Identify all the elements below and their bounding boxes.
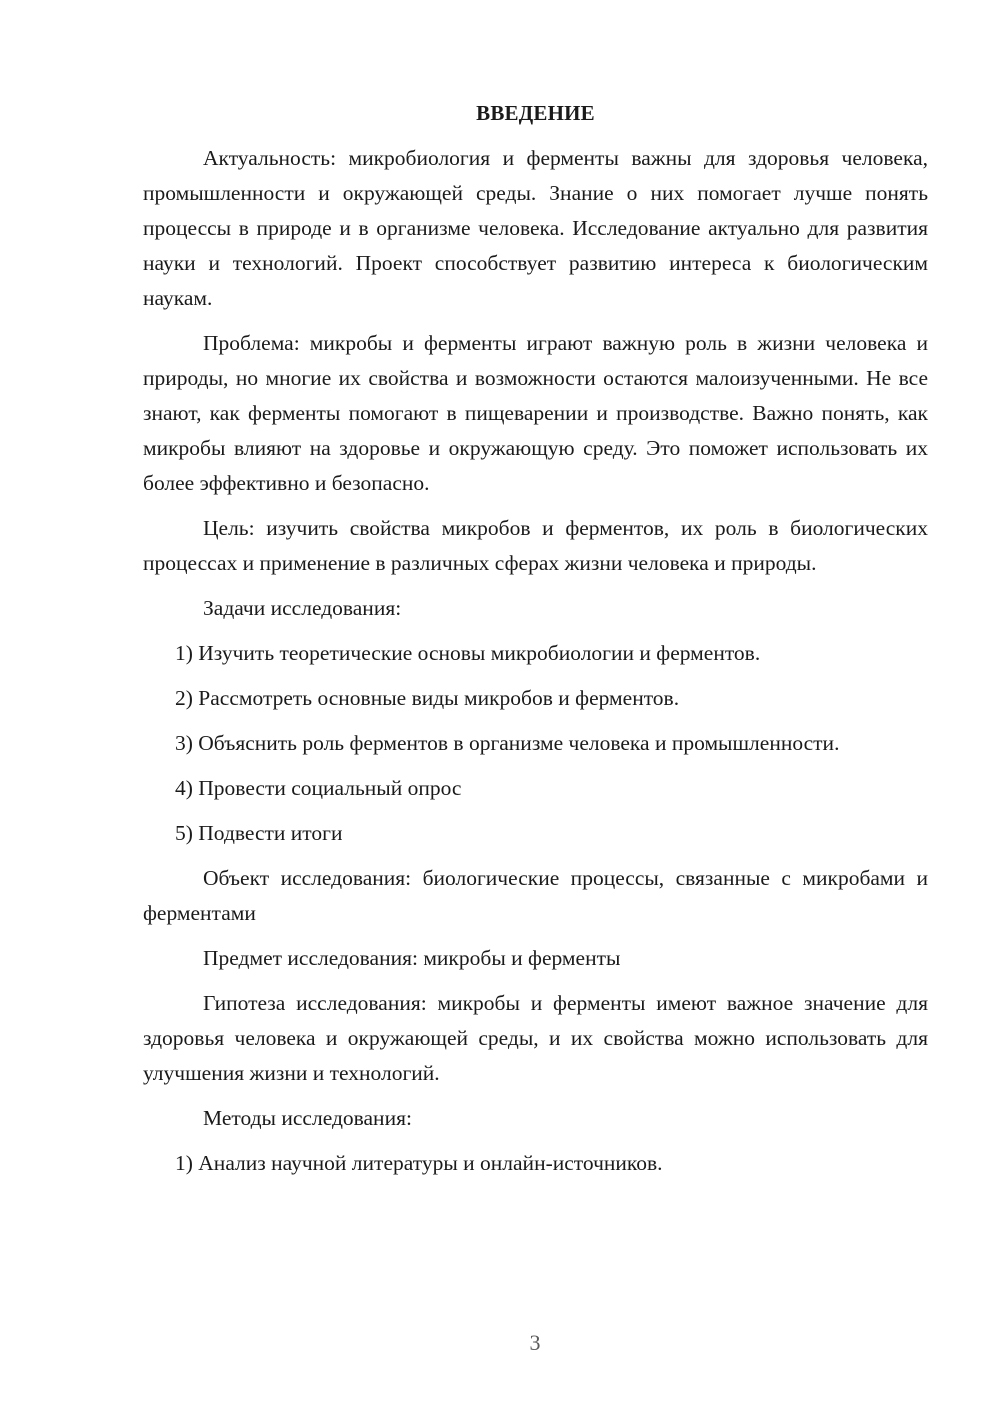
task-item: 4) Провести социальный опрос (175, 776, 462, 800)
methods-heading: Методы исследования: (203, 1106, 412, 1130)
relevance-paragraph: Актуальность: микробиология и ферменты важны для здоровья человека, промышленности и окружающей среды. Знание о них помогает лучше понять процессы в природе и в организме человека. Исследование актуально для развития науки и технологий. Проект способствует развитию интереса к биологическим наукам. (143, 146, 928, 310)
object-paragraph: Объект исследования: биологические процессы, связанные с микробами и ферментами (143, 866, 928, 925)
problem-paragraph: Проблема: микробы и ферменты играют важную роль в жизни человека и природы, но многие их свойства и возможности остаются малоизученными. Не все знают, как ферменты помогают в пищеварении и производстве. Важно понять, как микробы влияют на здоровье и окружающую среду. Это поможет использовать их более эффективно и безопасно. (143, 331, 928, 495)
method-item: 1) Анализ научной литературы и онлайн-источников. (175, 1151, 663, 1175)
task-item: 5) Подвести итоги (175, 821, 343, 845)
task-item: 2) Рассмотреть основные виды микробов и ферментов. (175, 686, 680, 710)
document-page (143, 96, 928, 1191)
hypothesis-paragraph: Гипотеза исследования: микробы и ферменты имеют важное значение для здоровья человека и окружающей среды, и их свойства можно использовать для улучшения жизни и технологий. (143, 991, 928, 1085)
task-item: 3) Объяснить роль ферментов в организме человека и промышленности. (175, 731, 840, 755)
subject-paragraph: Предмет исследования: микробы и ферменты (203, 946, 621, 970)
task-item: 1) Изучить теоретические основы микробиологии и ферментов. (175, 641, 761, 665)
page-number: 3 (529, 1330, 541, 1355)
tasks-heading: Задачи исследования: (203, 596, 402, 620)
goal-paragraph: Цель: изучить свойства микробов и ферментов, их роль в биологических процессах и применение в различных сферах жизни человека и природы. (143, 516, 928, 575)
section-title: ВВЕДЕНИЕ (476, 101, 595, 125)
